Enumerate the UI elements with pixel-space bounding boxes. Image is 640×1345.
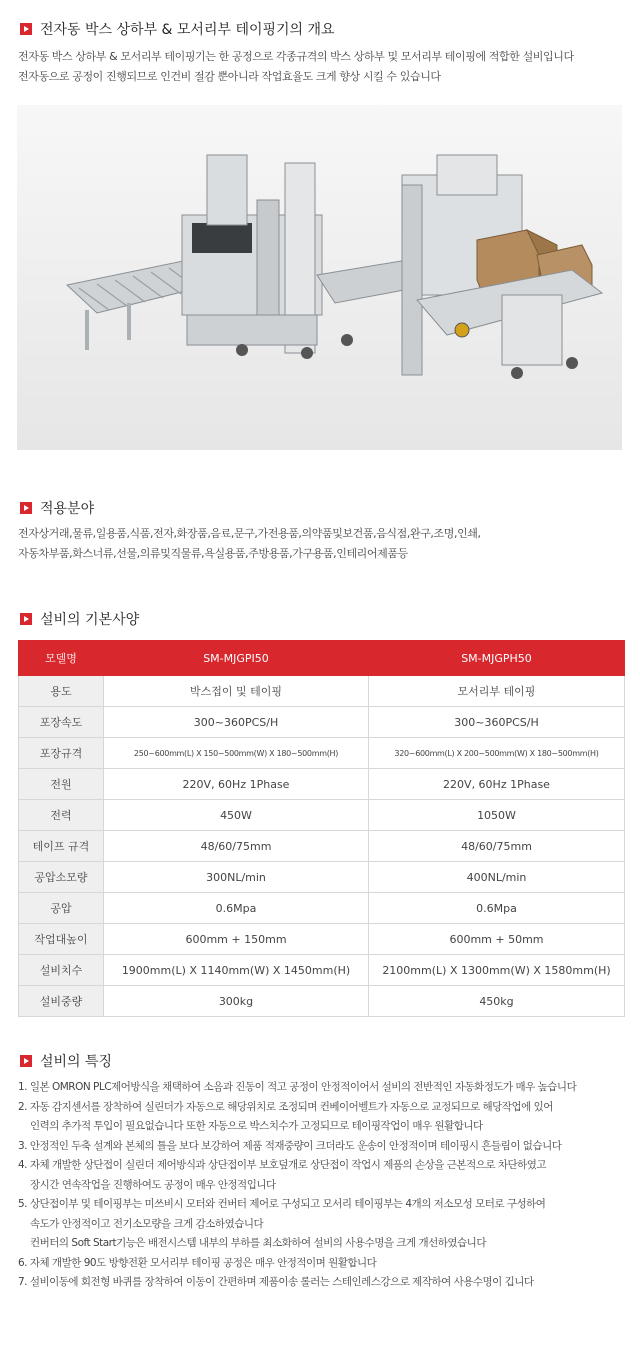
row-label: 전력	[19, 800, 104, 831]
table-cell: 300kg	[104, 986, 369, 1017]
list-item: 속도가 안정적이고 전기소모량을 크게 감소하였습니다	[30, 1217, 264, 1230]
row-label: 테이프 규격	[19, 831, 104, 862]
row-label: 설비치수	[19, 955, 104, 986]
table-cell: 220V, 60Hz 1Phase	[104, 769, 369, 800]
table-cell: 1900mm(L) X 1140mm(W) X 1450mm(H)	[104, 955, 369, 986]
bullet-icon	[20, 502, 32, 514]
table-row	[19, 800, 625, 831]
table-row	[19, 676, 625, 707]
overview-text: 전자동 박스 상하부 & 모서리부 테이핑기는 한 공정으로 각종규격의 박스 상하부 및 모서리부 테이핑에 적합한 설비입니다 전자동으로 공정이 진행되므로 인건비 절감 뿐아니라 작업효율도 크게 향상 시킬 수 있습니다	[18, 50, 574, 83]
bullet-icon	[20, 23, 32, 35]
list-item: 3. 안정적인 두축 설계와 본체의 틀을 보다 보강하여 제품 적재중량이 크더라도 운송이 안정적이며 테이핑시 흔들림이 없습니다	[18, 1139, 562, 1152]
section-title-overview: 전자동 박스 상하부 & 모서리부 테이핑기의 개요	[20, 19, 335, 39]
table-cell: 250~600mm(L) X 150~500mm(W) X 180~500mm(H)	[104, 738, 369, 769]
table-cell: 450W	[104, 800, 369, 831]
application-text: 전자상거래,물류,일용품,식품,전자,화장품,음료,문구,가전용품,의약품및보건품,음식점,완구,조명,인쇄, 자동차부품,화스너류,선물,의류및직물류,욕실용품,주방용품,가구용품,인테리어제품등	[18, 527, 481, 560]
table-cell: 48/60/75mm	[369, 831, 625, 862]
table-row	[19, 831, 625, 862]
table-row	[19, 707, 625, 738]
row-label: 작업대높이	[19, 924, 104, 955]
table-cell: 300~360PCS/H	[104, 707, 369, 738]
table-cell: 220V, 60Hz 1Phase	[369, 769, 625, 800]
table-cell: 300NL/min	[104, 862, 369, 893]
features-list	[18, 1078, 576, 1293]
list-item: 6. 자체 개발한 90도 방향전환 모서리부 테이핑 공정은 매우 안정적이며 원활합니다	[18, 1256, 377, 1269]
header-cell: SM-MJGPI50	[104, 641, 369, 676]
table-cell: 박스접이 및 테이핑	[104, 676, 369, 707]
taping-machine-illustration	[17, 105, 622, 450]
list-item: 장시간 연속작업을 진행하여도 공정이 매우 안정적입니다	[30, 1178, 276, 1191]
list-item: 4. 자체 개발한 상단접이 실린더 제어방식과 상단접이부 보호덮개로 상단접이 작업시 제품의 손상을 근본적으로 차단하였고	[18, 1159, 547, 1171]
row-label: 전원	[19, 769, 104, 800]
table-cell: 320~600mm(L) X 200~500mm(W) X 180~500mm(H)	[369, 738, 625, 769]
table-row	[19, 738, 625, 769]
table-cell: 1050W	[369, 800, 625, 831]
row-label: 포장속도	[19, 707, 104, 738]
table-cell: 600mm + 150mm	[104, 924, 369, 955]
table-cell: 0.6Mpa	[104, 893, 369, 924]
machine-photo	[17, 105, 622, 450]
table-cell: 300~360PCS/H	[369, 707, 625, 738]
table-row	[19, 862, 625, 893]
table-cell: 0.6Mpa	[369, 893, 625, 924]
row-label: 공압	[19, 893, 104, 924]
header-cell: 모델명	[19, 641, 104, 676]
row-label: 설비중량	[19, 986, 104, 1017]
table-row	[19, 986, 625, 1017]
spec-table	[18, 640, 625, 1017]
row-label: 포장규격	[19, 738, 104, 769]
bullet-icon	[20, 1055, 32, 1067]
table-cell: 48/60/75mm	[104, 831, 369, 862]
table-row	[19, 769, 625, 800]
section-title-application: 적용분야	[20, 498, 94, 518]
table-cell: 600mm + 50mm	[369, 924, 625, 955]
section-title-features: 설비의 특징	[20, 1051, 112, 1071]
spec-header-row	[19, 641, 625, 676]
table-row	[19, 955, 625, 986]
table-cell: 400NL/min	[369, 862, 625, 893]
list-item: 7. 설비이동에 회전형 바퀴를 장착하여 이동이 간편하며 제품이송 롤러는 스테인레스강으로 제작하여 사용수명이 깁니다	[18, 1276, 534, 1288]
list-item: 컨버터의 Soft Start기능은 배전시스템 내부의 부하를 최소화하여 설비의 사용수명을 크게 개선하였습니다	[30, 1237, 486, 1249]
list-item: 1. 일본 OMRON PLC제어방식을 채택하여 소음과 진동이 적고 공정이 안정적이어서 설비의 전반적인 자동화정도가 매우 높습니다	[18, 1081, 577, 1093]
table-cell: 2100mm(L) X 1300mm(W) X 1580mm(H)	[369, 955, 625, 986]
row-label: 공압소모량	[19, 862, 104, 893]
row-label: 용도	[19, 676, 104, 707]
table-row	[19, 893, 625, 924]
header-cell: SM-MJGPH50	[369, 641, 625, 676]
table-row	[19, 924, 625, 955]
section-title-spec: 설비의 기본사양	[20, 609, 139, 629]
table-cell: 450kg	[369, 986, 625, 1017]
list-item: 5. 상단접이부 및 테이핑부는 미쓰비시 모터와 컨버터 제어로 구성되고 모서리 테이핑부는 4개의 저소모성 모터로 구성하여	[18, 1198, 546, 1210]
bullet-icon	[20, 613, 32, 625]
list-item: 인력의 추가적 투입이 필요없습니다 또한 자동으로 박스치수가 고정되므로 테이핑작업이 매우 원활합니다	[30, 1120, 483, 1132]
list-item: 2. 자동 감지센서를 장착하여 실린더가 자동으로 해당위치로 조정되며 컨베이어벨트가 자동으로 교정되므로 해당작업에 있어	[18, 1100, 553, 1113]
table-cell: 모서리부 테이핑	[369, 676, 625, 707]
